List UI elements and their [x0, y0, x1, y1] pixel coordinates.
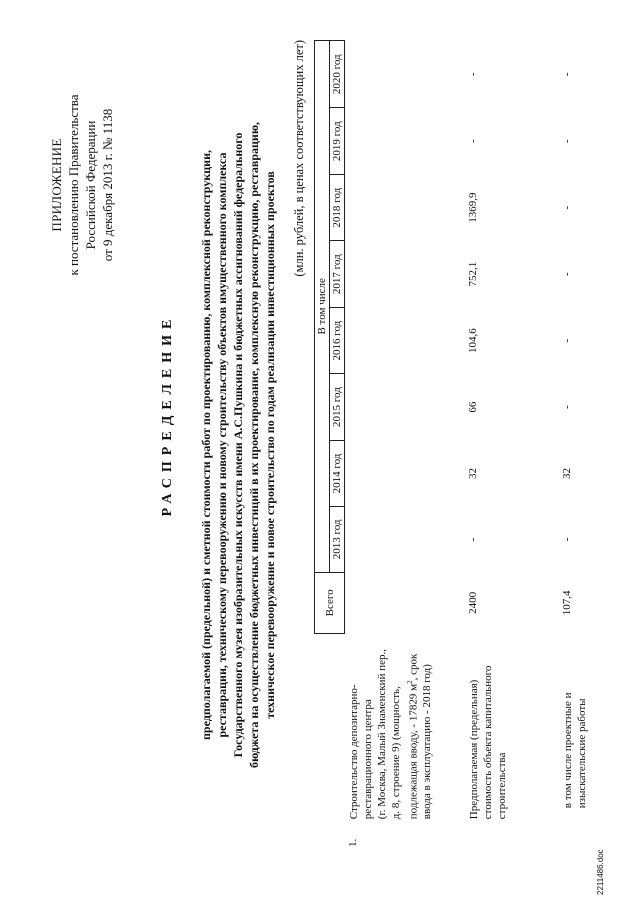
year-cell [345, 174, 466, 241]
year-header: 2014 год [330, 440, 345, 506]
row-name [559, 634, 621, 823]
description-line: предполагаемой (предельной) и сметной стоимости работ по проектированию, комплексной реконструкции, [199, 150, 213, 740]
row-name-line: (г. Москва, Малый Знаменский пер., [375, 649, 388, 820]
table-row [559, 41, 621, 851]
year-cell: - [561, 338, 573, 343]
row-name-line: реставрационного центра [361, 699, 374, 820]
row-name-line [403, 637, 421, 820]
row-name-line: д. 8, строение 9) (мощность, [389, 686, 402, 820]
units-note: (млн. рублей, в ценах соответствующих лет) [292, 40, 306, 277]
document-heading: РАСПРЕДЕЛЕНИЕ [160, 313, 175, 517]
total-cell: 107,4 [561, 590, 573, 616]
annex-title: ПРИЛОЖЕНИЕ [49, 138, 64, 232]
year-cell [345, 440, 466, 506]
row-name-line: в том числе проектные и [562, 692, 574, 809]
year-cell: 104,6 [467, 328, 479, 354]
year-cell: 752,1 [467, 261, 479, 287]
year-header: 2018 год [330, 174, 345, 241]
incl-header: В том числе [315, 41, 330, 573]
year-cell [345, 507, 466, 572]
description-line: техническое перевооружение и новое строительство по годам реализации инвестиционных проектов [263, 171, 277, 719]
year-cell [345, 241, 466, 307]
year-header: 2013 год [330, 507, 345, 572]
total-header: Всего [315, 572, 345, 634]
table-row [345, 41, 466, 851]
year-header: 2015 год [330, 374, 345, 440]
year-header: 2016 год [330, 307, 345, 373]
total-cell: 2400 [467, 591, 479, 614]
row-name-line: Предполагаемая (предельная) [468, 679, 480, 820]
year-cell: - [467, 537, 479, 542]
description-line: Государственного музея изобразительных искусств имени А.С.Пушкина и бюджетных ассигнований федерального [231, 132, 245, 758]
year-cell: 32 [561, 467, 573, 479]
year-header: 2019 год [330, 108, 345, 174]
year-cell: - [467, 72, 479, 77]
row-name-line: строительства [496, 752, 508, 820]
year-cell: - [467, 139, 479, 144]
year-cell [345, 307, 466, 373]
row-number [465, 822, 559, 850]
year-header: 2020 год [330, 41, 345, 108]
row-name-line: Строительство депозитарно- [347, 684, 360, 820]
year-cell: - [561, 72, 573, 77]
year-cell [345, 108, 466, 174]
document-description [198, 105, 278, 785]
year-cell [345, 374, 466, 440]
distribution-table [314, 40, 621, 850]
year-cell: - [561, 205, 573, 210]
year-cell: 32 [467, 467, 479, 479]
row-name [465, 634, 559, 823]
year-cell: - [561, 405, 573, 409]
row-name [345, 634, 466, 823]
row-name-text: подлежащая вводу, - 17829 м [407, 683, 420, 820]
year-cell: - [561, 139, 573, 144]
superscript: 2 [405, 680, 414, 684]
year-cell: - [561, 537, 573, 542]
total-cell [345, 572, 466, 634]
year-cell: 66 [467, 401, 479, 413]
annex-block [48, 65, 116, 305]
year-header: 2017 год [330, 241, 345, 307]
year-cell: 1369,9 [467, 192, 479, 223]
row-number: 1. [346, 838, 359, 847]
row-name-line: вводa в эксплуатацию - 2018 год) [421, 664, 434, 820]
annex-line-1: к постановлению Правительства [66, 94, 81, 276]
blank-header [315, 634, 345, 850]
annex-line-2: Российской Федерации [83, 120, 98, 250]
year-cell [345, 41, 466, 108]
table-row [465, 41, 559, 851]
description-line: бюджета на осуществление бюджетных инвестиций в их проектирование, комплексную реконструкцию, реставрацию, [247, 121, 261, 769]
footer-filename: 2211486.doc [596, 849, 605, 895]
row-name-line: изыскательские работы [576, 698, 588, 809]
row-name-line: стоимость объекта капитального [482, 665, 494, 820]
description-line: реставрации, техническому перевооружению и новому строительству объектов имущественного комплекса [215, 152, 229, 738]
row-number [559, 822, 621, 850]
year-cell: - [561, 272, 573, 277]
annex-line-3: от 9 декабря 2013 г. № 1138 [100, 108, 115, 262]
row-name-tail: , срок [407, 653, 420, 681]
